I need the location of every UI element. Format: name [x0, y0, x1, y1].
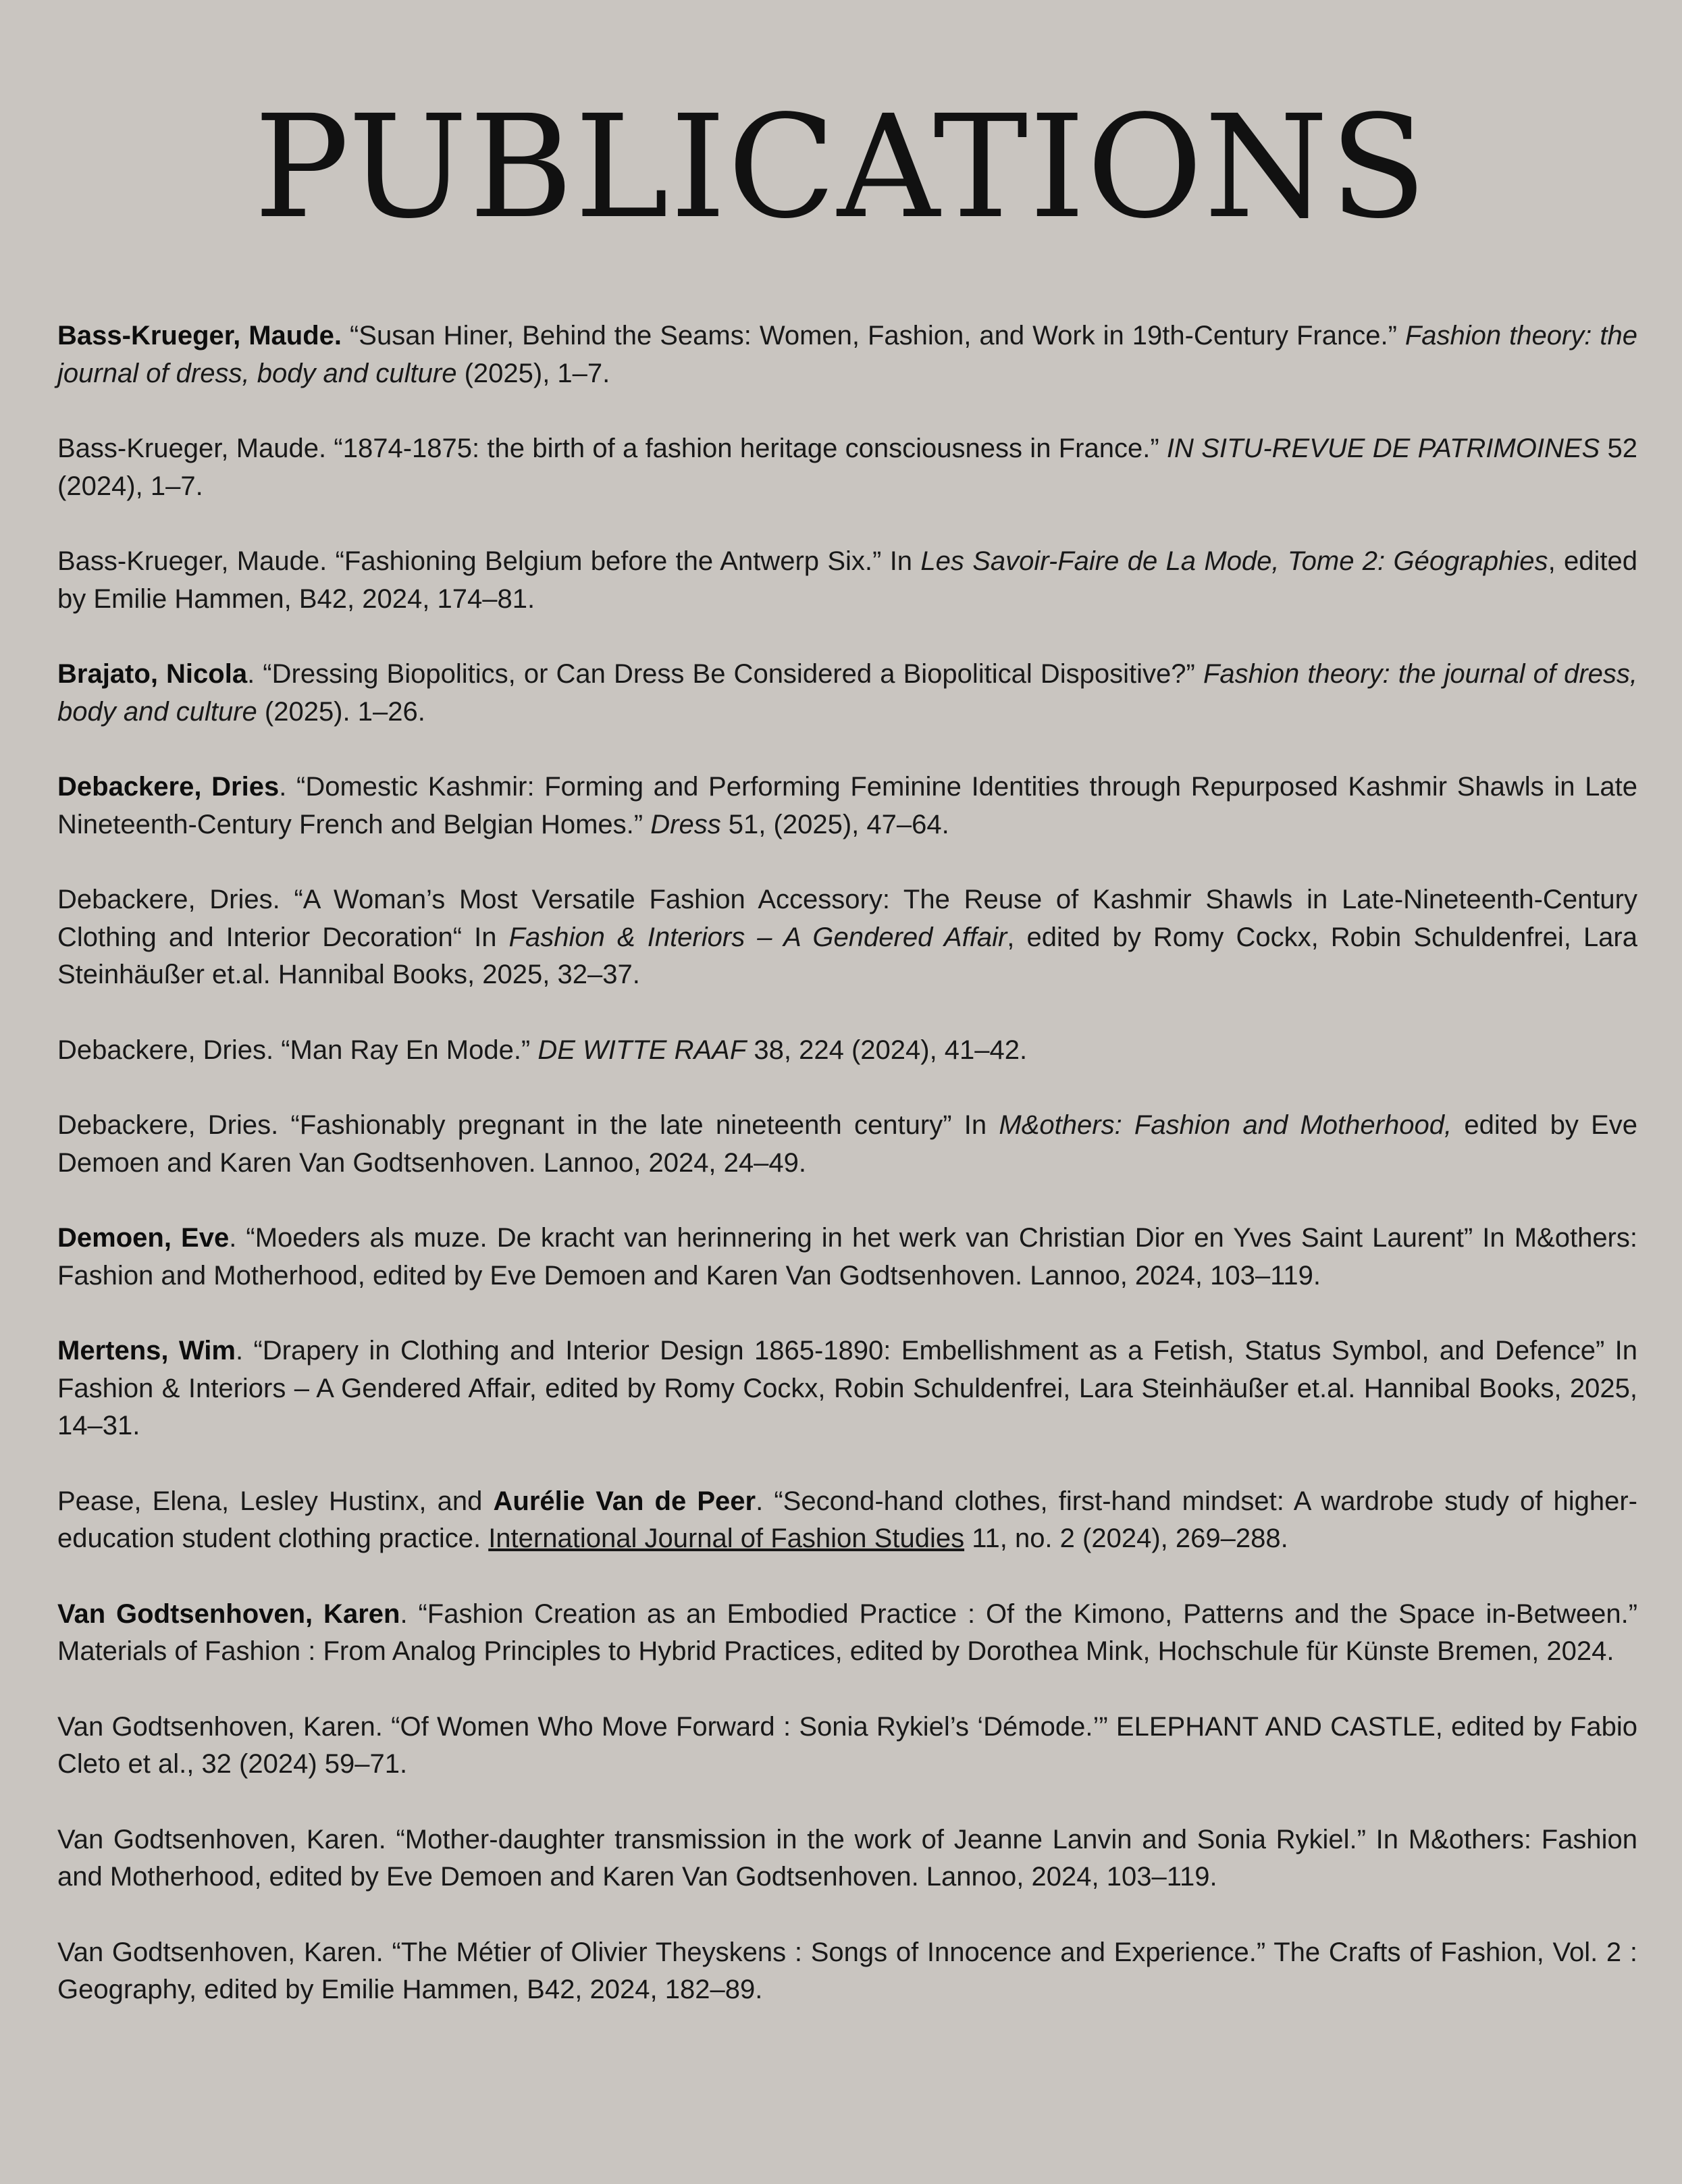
publication-entry — [57, 1821, 1637, 1896]
citation-authors: Pease, Elena, Lesley Hustinx, and — [57, 1486, 494, 1516]
publication-entry — [57, 317, 1637, 392]
publication-title: M&others: Fashion and Motherhood, — [999, 1110, 1452, 1140]
publication-list — [57, 317, 1637, 2047]
publication-title: Fashion theory: the journal of dress, body and culture — [57, 659, 1638, 727]
journal-link[interactable]: International Journal of Fashion Studies — [488, 1524, 965, 1553]
publication-entry — [57, 1934, 1637, 2009]
publication-entry — [57, 1596, 1637, 1671]
publication-title: IN SITU-REVUE DE PATRIMOINES — [1166, 434, 1600, 463]
publication-title: DE WITTE RAAF — [537, 1035, 747, 1065]
citation-text: Debackere, Dries. “Fashionably pregnant in the late nineteenth century” In — [57, 1110, 999, 1140]
citation-text: Debackere, Dries. “Man Ray En Mode.” — [57, 1035, 538, 1065]
author-name: Debackere, Dries — [57, 772, 280, 802]
author-name: Demoen, Eve — [57, 1223, 230, 1253]
citation-text: Debackere, Dries. “A Woman’s Most Versatile Fashion Accessory: The Reuse of Kashmir Shawls in Late-Nineteenth-Century Clothing and Interior Decoration“ In — [57, 885, 1637, 952]
publication-entry — [57, 1332, 1637, 1445]
citation-details: 51, (2025), 47–64. — [720, 809, 949, 839]
publication-entry — [57, 1483, 1637, 1558]
citation-details: , edited by Romy Cockx, Robin Schuldenfrei, Lara Steinhäußer et.al. Hannibal Books, 2025, 32–37. — [57, 922, 1637, 989]
publication-entry — [57, 1032, 1637, 1070]
citation-text: Van Godtsenhoven, Karen. “Mother-daughter transmission in the work of Jeanne Lanvin and Sonia Rykiel.” In M&others: Fashion and Motherhood, edited by Eve Demoen and Karen Van Godtsenhoven. Lannoo, 2024, 103–119. — [57, 1824, 1637, 1892]
publication-entry — [57, 881, 1637, 994]
citation-text: . “Drapery in Clothing and Interior Design 1865-1890: Embellishment as a Fetish, Status Symbol, and Defence” In Fashion & Interiors – A Gendered Affair, edited by Romy Cockx, Robin Schuldenfrei, Lara Steinhäußer et.al. Hannibal Books, 2025, 14–31. — [57, 1336, 1638, 1440]
citation-text: . “Second-hand clothes, first-hand mindset: A wardrobe study of higher-education student clothing practice. — [57, 1486, 1638, 1553]
publication-entry — [57, 430, 1637, 505]
publication-title: Fashion theory: the journal of dress, body and culture — [57, 321, 1637, 388]
citation-text: . “Moeders als muze. De kracht van herinnering in het werk van Christian Dior en Yves Saint Laurent” In M&others: Fashion and Motherhood, edited by Eve Demoen and Karen Van Godtsenhoven. Lannoo, 2024, 103–119. — [57, 1223, 1637, 1291]
publication-entry — [57, 1220, 1637, 1295]
citation-text: Van Godtsenhoven, Karen. “The Métier of Olivier Theyskens : Songs of Innocence and Experience.” The Crafts of Fashion, Vol. 2 : Geography, edited by Emilie Hammen, B42, 2024, 182–89. — [57, 1937, 1637, 2004]
publication-title: Les Savoir-Faire de La Mode, Tome 2: Géographies — [920, 546, 1548, 576]
citation-details: 38, 224 (2024), 41–42. — [746, 1035, 1028, 1065]
citation-text: “Susan Hiner, Behind the Seams: Women, Fashion, and Work in 19th-Century France.” — [342, 321, 1405, 350]
publication-entry — [57, 1107, 1637, 1182]
citation-text: . “Dressing Biopolitics, or Can Dress Be Considered a Biopolitical Dispositive?” — [247, 659, 1203, 689]
citation-text: Bass-Krueger, Maude. “1874-1875: the birth of a fashion heritage consciousness in France.” — [57, 434, 1167, 463]
citation-text: Van Godtsenhoven, Karen. “Of Women Who Move Forward : Sonia Rykiel’s ‘Démode.’” ELEPHANT AND CASTLE, edited by Fabio Cleto et al., 32 (2024) 59–71. — [57, 1711, 1637, 1779]
publication-entry — [57, 656, 1637, 731]
publication-entry — [57, 543, 1637, 618]
author-name: Brajato, Nicola — [57, 659, 248, 689]
citation-details: , edited by Emilie Hammen, B42, 2024, 174–81. — [57, 546, 1638, 614]
citation-details: (2025). 1–26. — [257, 696, 425, 727]
citation-details: 11, no. 2 (2024), 269–288. — [964, 1524, 1288, 1553]
author-name: Bass-Krueger, Maude. — [57, 321, 342, 350]
publication-title: Fashion & Interiors – A Gendered Affair — [508, 922, 1007, 952]
citation-text: . “Domestic Kashmir: Forming and Performing Feminine Identities through Repurposed Kashmir Shawls in Late Nineteenth-Century French and Belgian Homes.” — [57, 772, 1638, 839]
citation-text: . “Fashion Creation as an Embodied Practice : Of the Kimono, Patterns and the Space in-Between.” Materials of Fashion : From Analog Principles to Hybrid Practices, edited by Dorothea Mink, Hochschule für Künste Bremen, 2024. — [57, 1598, 1638, 1666]
publication-entry — [57, 769, 1637, 843]
citation-text: Bass-Krueger, Maude. “Fashioning Belgium before the Antwerp Six.” In — [57, 546, 921, 576]
page-title: PUBLICATIONS — [254, 84, 1428, 250]
citation-details: 52 (2024), 1–7. — [57, 434, 1637, 501]
author-name: Van Godtsenhoven, Karen — [57, 1598, 400, 1629]
citation-details: (2025), 1–7. — [456, 358, 610, 388]
citation-details: edited by Eve Demoen and Karen Van Godtsenhoven. Lannoo, 2024, 24–49. — [57, 1110, 1637, 1178]
author-name: Aurélie Van de Peer — [493, 1486, 756, 1516]
author-name: Mertens, Wim — [57, 1336, 236, 1366]
publication-entry — [57, 1709, 1637, 1784]
publication-title: Dress — [650, 809, 721, 839]
